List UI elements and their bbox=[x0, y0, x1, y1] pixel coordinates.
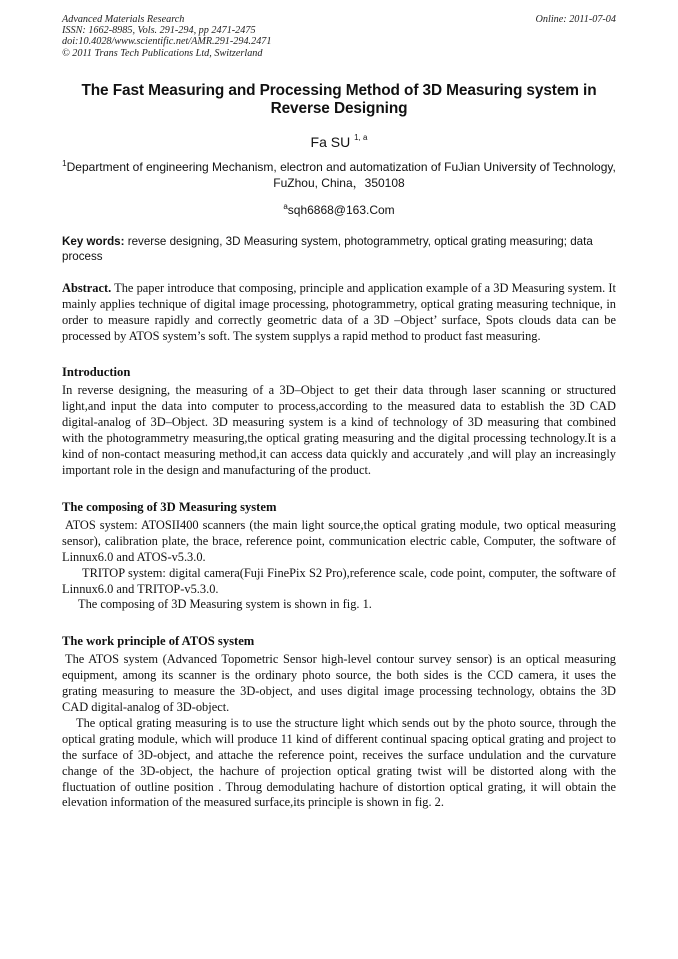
abstract-label: Abstract. bbox=[62, 280, 112, 295]
online-date: Online: 2011-07-04 bbox=[535, 14, 616, 25]
keywords bbox=[62, 234, 616, 264]
paragraph-atos-system: ATOS system: ATOSII400 scanners (the main light source,the optical grating module, two optical measuring sensor), calibration plate, the brace, reference point, communication electric cable, Computer, the software of Linnux6.0 and ATOS-v5.3.0. bbox=[62, 517, 616, 564]
paragraph-introduction: In reverse designing, the measuring of a 3D–Object to get their data through laser scanning or structured light,and input the data into computer to process,according to the measured data to establish the 3D CAD digital-analog of 3D–Object. 3D measuring system is a kind of technology of 3D measuring that combined with the photogrammetry measuring,the optical grating measuring and the digital processing technology.It is a kind of non-contact measuring method,it can access data quickly and accurately ,and will play an increasingly important role in the design and manufacturing of the product. bbox=[62, 383, 616, 477]
section-heading-composing: The composing of 3D Measuring system bbox=[62, 499, 277, 514]
abstract bbox=[62, 281, 616, 345]
journal-name: Advanced Materials Research bbox=[62, 14, 185, 25]
section-heading-work-principle: The work principle of ATOS system bbox=[62, 634, 255, 649]
paragraph-optical-grating: The optical grating measuring is to use the structure light which sends out by the photo source, through the optical grating module, which will produce 11 kind of different continual spacing optical grating and project to the surface of 3D-object, and attache the reference point, receives the surface undulation and the curvature change of the 3D-object, the hachure of projection optical grating twist will be distorted along with the fluctuation of outline position . Throug demodulating hachure of distortion optical grating, it will obtain the elevation information of the measured surface,its principle is shown in fig. 2. bbox=[62, 715, 616, 810]
author-email bbox=[62, 199, 616, 218]
paragraph-composing-fig: The composing of 3D Measuring system is shown in fig. 1. bbox=[78, 597, 372, 612]
paragraph-tritop-system: TRITOP system: digital camera(Fuji FinePix S2 Pro),reference scale, code point, computer, the software of Linnux6.0 and TRITOP-v5.3.0. bbox=[62, 565, 616, 596]
paper-title: The Fast Measuring and Processing Method of 3D Measuring system in Reverse Designing bbox=[81, 81, 597, 117]
affiliation-text: Department of engineering Mechanism, electron and automatization of FuJian University of Technology, FuZhou, China，350108 bbox=[66, 159, 616, 190]
issn-line: ISSN: 1662-8985, Vols. 291-294, pp 2471-2475 bbox=[62, 25, 256, 37]
author-name: Fa SU bbox=[310, 133, 351, 150]
keywords-text: reverse designing, 3D Measuring system, photogrammetry, optical grating measuring; data process bbox=[62, 234, 593, 263]
author-line bbox=[62, 129, 616, 151]
paragraph-atos-description: The ATOS system (Advanced Topometric Sensor high-level contour survey sensor) is an optical measuring equipment, among its scanner is the ordinary photo source, the both sides is the CCD camera, it uses the grating measuring to measure the 3D-object, and uses digital image processing technology, obtains the 3D CAD digital-analog of 3D-object. bbox=[62, 652, 616, 715]
keywords-label: Key words: bbox=[62, 234, 125, 248]
author-marks: 1, a bbox=[354, 132, 368, 142]
journal-header bbox=[62, 14, 616, 59]
affiliation bbox=[62, 156, 616, 191]
email-mark: a bbox=[283, 201, 288, 211]
paper-page bbox=[62, 14, 616, 811]
section-heading-introduction: Introduction bbox=[62, 365, 131, 380]
copyright-line: © 2011 Trans Tech Publications Ltd, Switzerland bbox=[62, 47, 263, 59]
email-text: sqh6868@163.Com bbox=[287, 202, 395, 217]
affiliation-mark: 1 bbox=[62, 158, 67, 168]
abstract-text: The paper introduce that composing, principle and application example of a 3D Measuring system. It mainly applies technique of digital image processing, photogrammetry, optical grating measuring technique, in order to measure rapidly and correctly geometric data of a 3D –Object’ surface, Spots clouds data can be processed by ATOS system’s soft. The system supplys a rapid method to product fast measuring. bbox=[62, 280, 616, 343]
doi-line: doi:10.4028/www.scientific.net/AMR.291-294.2471 bbox=[62, 36, 272, 48]
